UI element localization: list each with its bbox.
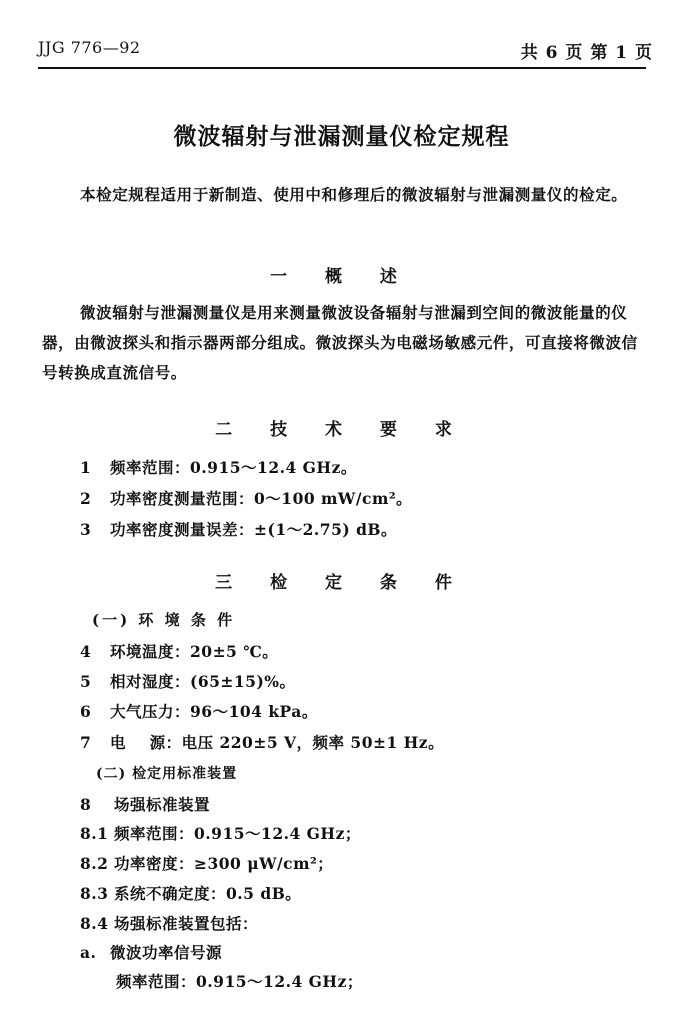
section-3-heading: 三 检 定 条 件: [215, 573, 468, 593]
environment-item: 4 环境温度：20±5 ℃。: [80, 642, 279, 661]
page-count: 共 6 页 第 1 页: [520, 43, 653, 63]
standard-code: JJG 776—92: [38, 38, 141, 57]
frequency-range-line: 频率范围：0.915～12.4 GHz；: [116, 972, 363, 991]
standard-item: a. 微波功率信号源: [80, 943, 223, 962]
standard-item: 8.4 场强标准装置包括：: [80, 914, 259, 933]
header-rule: [38, 67, 646, 69]
environment-item: 7 电 源：电压 220±5 V，频率 50±1 Hz。: [80, 733, 445, 752]
environment-item: 6 大气压力：96～104 kPa。: [80, 702, 318, 721]
standard-item: 8.3 系统不确定度：0.5 dB。: [80, 884, 302, 903]
standard-item: 8 场强标准装置: [80, 795, 211, 814]
requirement-item: 2 功率密度测量范围：0～100 mW/cm²。: [80, 489, 413, 508]
intro-paragraph: [42, 180, 642, 210]
intro-text: 本检定规程适用于新制造、使用中和修理后的微波辐射与泄漏测量仪的检定。: [80, 185, 628, 204]
environment-subheading: (一) 环 境 条 件: [92, 611, 236, 629]
standard-device-subheading: (二) 检定用标准装置: [96, 766, 238, 782]
section-1-body: [42, 298, 642, 388]
section-2-heading: 二 技 术 要 求: [215, 420, 468, 440]
environment-item: 5 相对湿度：(65±15)%。: [80, 672, 296, 691]
requirement-item: 1 频率范围：0.915～12.4 GHz。: [80, 458, 357, 477]
standard-item: 8.1 频率范围：0.915～12.4 GHz；: [80, 824, 361, 843]
document-title: 微波辐射与泄漏测量仪检定规程: [173, 123, 510, 150]
standard-item: 8.2 功率密度：≥300 μW/cm²；: [80, 854, 334, 873]
requirement-item: 3 功率密度测量误差：±(1～2.75) dB。: [80, 520, 398, 539]
page-header: [38, 38, 653, 63]
section-1-text: 微波辐射与泄漏测量仪是用来测量微波设备辐射与泄漏到空间的微波能量的仪器，由微波探头和指示器两部分组成。微波探头为电磁场敏感元件，可直接将微波信号转换成直流信号。: [42, 303, 638, 382]
section-1-heading: 一 概 述: [270, 267, 413, 287]
